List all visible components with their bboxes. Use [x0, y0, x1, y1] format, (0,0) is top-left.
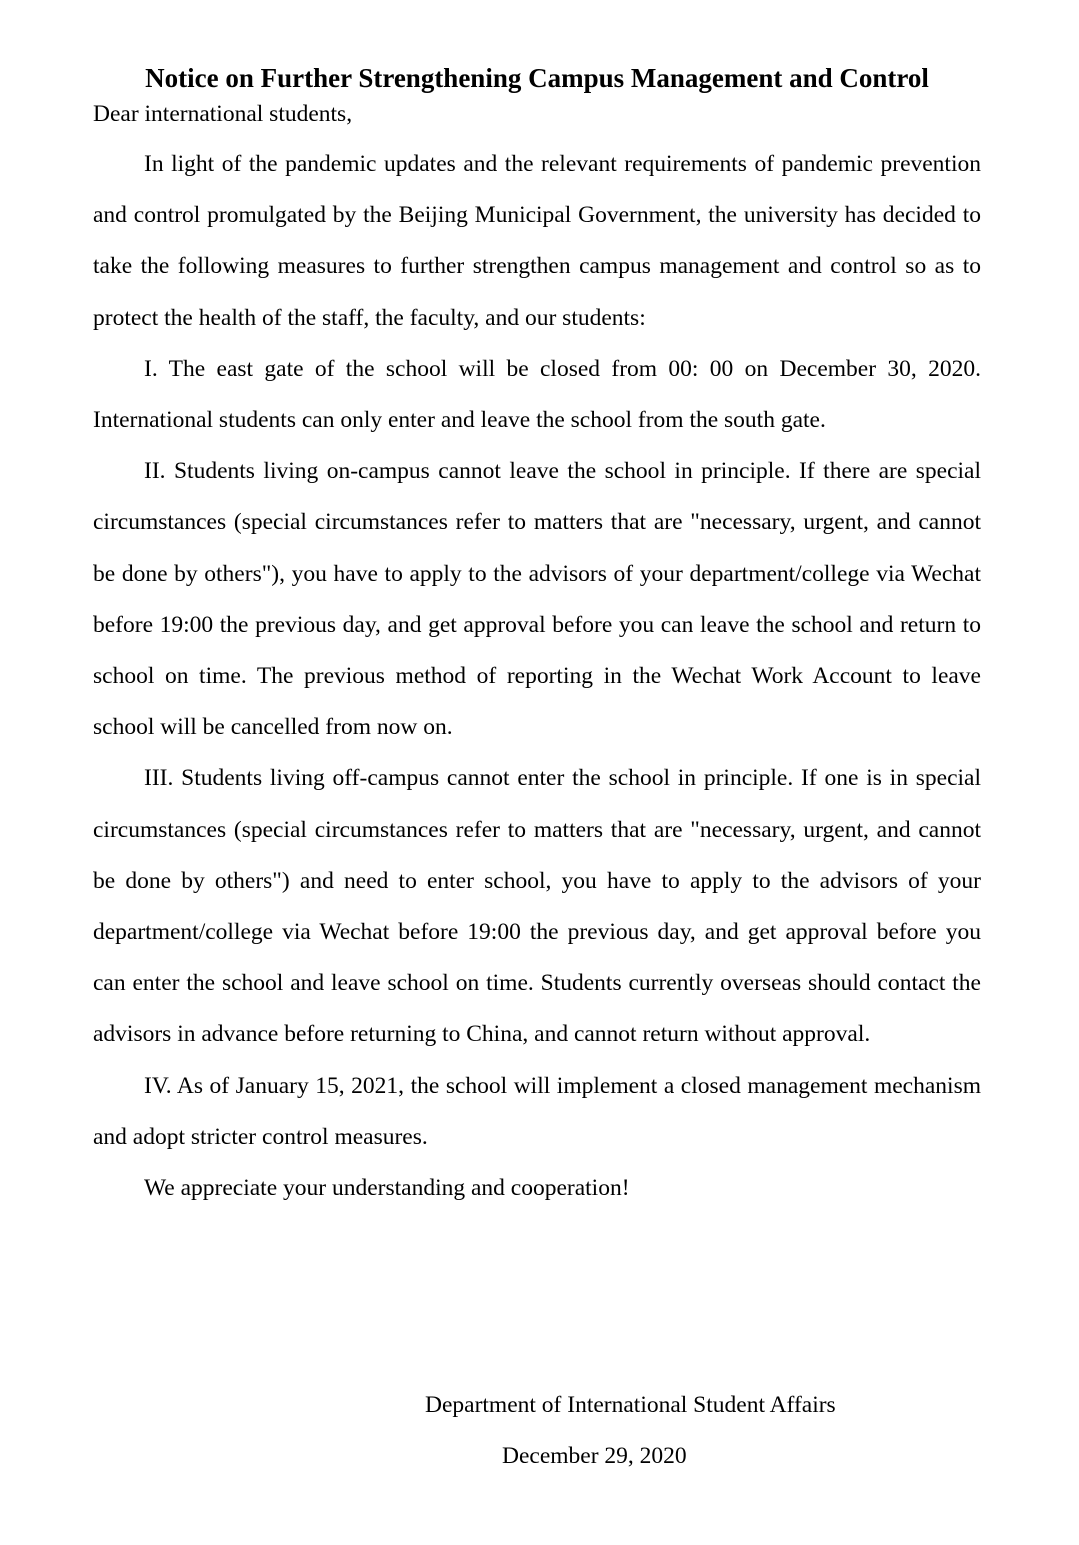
- greeting: Dear international students,: [93, 101, 353, 127]
- notice-title: Notice on Further Strengthening Campus Management and Control: [145, 63, 929, 93]
- measure-4-paragraph: IV. As of January 15, 2021, the school will implement a closed management mechanism and adopt stricter control measures.: [93, 1072, 981, 1150]
- intro-paragraph: In light of the pandemic updates and the relevant requirements of pandemic prevention and control promulgated by the Beijing Municipal Government, the university has decided to take the following measures to further strengthen campus management and control so as to protect the health of the staff, the faculty, and our students:: [93, 151, 981, 331]
- notice-document: [93, 58, 981, 1214]
- measure-3-paragraph: III. Students living off-campus cannot enter the school in principle. If one is in special circumstances (special circumstances refer to matters that are "necessary, urgent, and cannot be done by others") and need to enter school, you have to apply to the advisors of your department/college via Wechat before 19:00 the previous day, and get approval before you can enter the school and leave school on time. Students currently overseas should contact the advisors in advance before returning to China, and cannot return without approval.: [93, 765, 981, 1048]
- signature: Department of International Student Affairs: [425, 1392, 836, 1418]
- closing-paragraph: We appreciate your understanding and cooperation!: [144, 1175, 630, 1202]
- measure-1-paragraph: I. The east gate of the school will be closed from 00: 00 on December 30, 2020. International students can only enter and leave the school from the south gate.: [93, 355, 981, 434]
- measure-2-paragraph: II. Students living on-campus cannot leave the school in principle. If there are special circumstances (special circumstances refer to matters that are "necessary, urgent, and cannot be done by others"), you have to apply to the advisors of your department/college via Wechat before 19:00 the previous day, and get approval before you can leave the school and return to school on time. The previous method of reporting in the Wechat Work Account to leave school will be cancelled from now on.: [93, 458, 981, 741]
- notice-date: December 29, 2020: [502, 1443, 687, 1469]
